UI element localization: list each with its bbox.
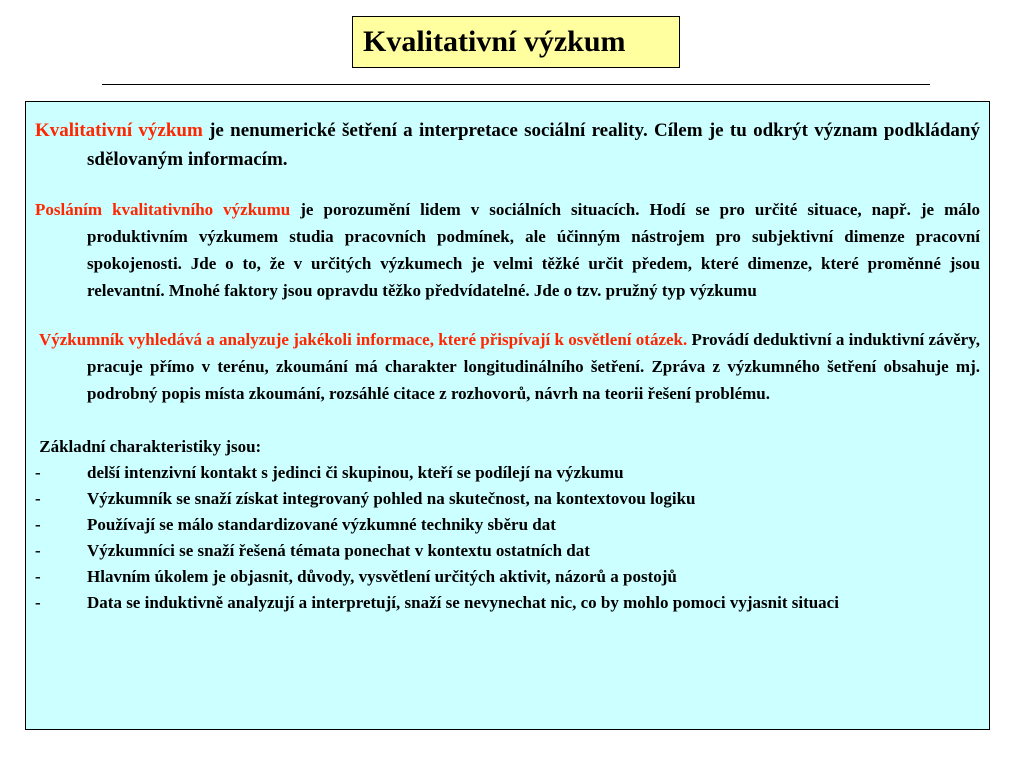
list-bullet: - bbox=[35, 463, 41, 482]
researcher-paragraph bbox=[35, 326, 980, 407]
researcher-text: Provádí deduktivní a induktivní závěry, pracuje přímo v terénu, zkoumání má charakter longitudinálního šetření. Zpráva z výzkumného šetření obsahuje mj. podrobný popis místa zkoumání, rozsáhlé citace z rozhovorů, návrh na teorii řešení problému. bbox=[87, 330, 980, 403]
list-item bbox=[35, 564, 980, 590]
list-item bbox=[35, 512, 980, 538]
characteristics-heading: Základní charakteristiky jsou: bbox=[39, 437, 262, 456]
spacer bbox=[35, 304, 980, 326]
mission-paragraph bbox=[35, 196, 980, 304]
definition-text: je nenumerické šetření a interpretace sociální reality. Cílem je tu odkrýt význam podkládaný sdělovaným informacím. bbox=[87, 120, 980, 170]
list-bullet: - bbox=[35, 567, 41, 586]
mission-term: Posláním kvalitativního výzkumu bbox=[35, 200, 291, 219]
list-item bbox=[35, 486, 980, 512]
title-divider bbox=[102, 84, 930, 85]
list-item-text: delší intenzivní kontakt s jedinci či skupinou, kteří se podílejí na výzkumu bbox=[87, 463, 624, 482]
definition-paragraph bbox=[35, 116, 980, 174]
list-item-text: Výzkumník se snaží získat integrovaný pohled na skutečnost, na kontextovou logiku bbox=[87, 489, 696, 508]
content-panel bbox=[25, 101, 990, 730]
spacer bbox=[35, 407, 980, 434]
definition-term: Kvalitativní výzkum bbox=[35, 120, 203, 141]
characteristics-list bbox=[35, 460, 980, 616]
list-item-text: Výzkumníci se snaží řešená témata ponechat v kontextu ostatních dat bbox=[87, 541, 590, 560]
list-bullet: - bbox=[35, 541, 41, 560]
slide-title: Kvalitativní výzkum bbox=[363, 25, 626, 58]
slide-title-box bbox=[352, 16, 680, 68]
list-item bbox=[35, 538, 980, 564]
researcher-term: Výzkumník vyhledává a analyzuje jakékoli informace, které přispívají k osvětlení otázek. bbox=[38, 330, 688, 349]
list-item-text: Hlavním úkolem je objasnit, důvody, vysvětlení určitých aktivit, názorů a postojů bbox=[87, 567, 677, 586]
list-bullet: - bbox=[35, 515, 41, 534]
spacer bbox=[35, 174, 980, 196]
list-bullet: - bbox=[35, 593, 41, 612]
list-item bbox=[35, 460, 980, 486]
mission-text: je porozumění lidem v sociálních situacích. Hodí se pro určité situace, např. je málo produktivním výzkumem studia pracovních podmínek, ale účinným nástrojem pro subjektivní dimenze pracovní spokojenosti. Jde o to, že v určitých výzkumech je velmi těžké určit předem, které dimenze, které proměnné jsou relevantní. Mnohé faktory jsou opravdu těžko předvídatelné. Jde o tzv. pružný typ výzkumu bbox=[87, 200, 980, 300]
list-item-text: Používají se málo standardizované výzkumné techniky sběru dat bbox=[87, 515, 556, 534]
list-item-text: Data se induktivně analyzují a interpretují, snaží se nevynechat nic, co by mohlo pomoci vyjasnit situaci bbox=[87, 593, 839, 612]
list-bullet: - bbox=[35, 489, 41, 508]
list-item bbox=[35, 590, 980, 616]
